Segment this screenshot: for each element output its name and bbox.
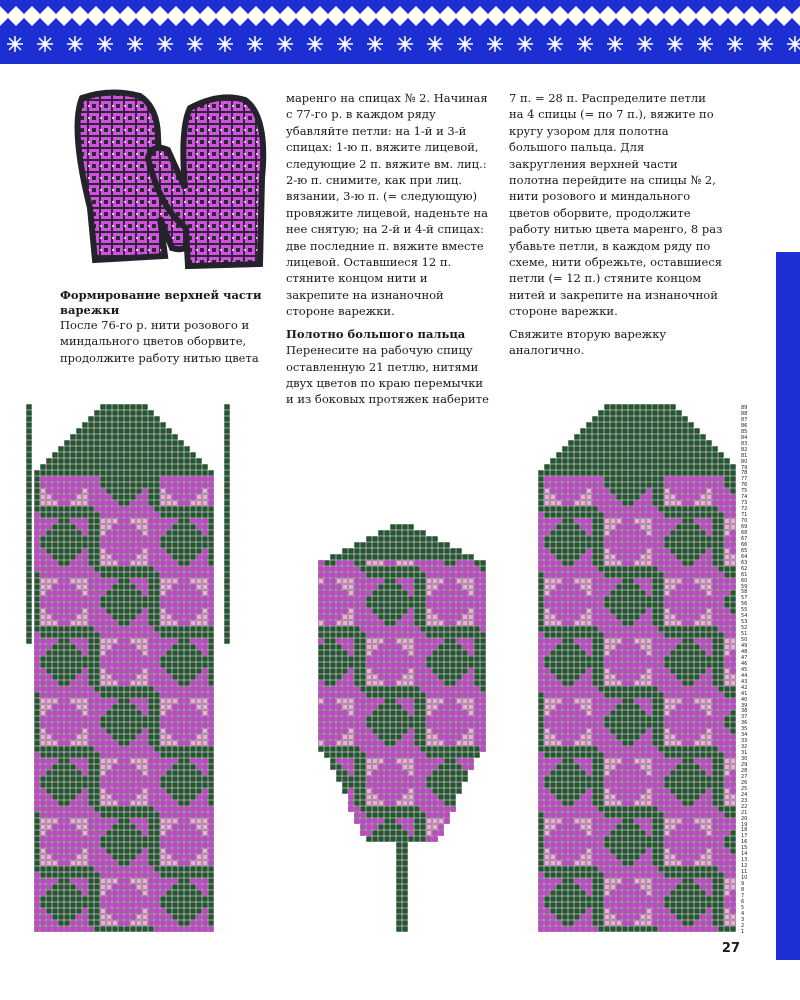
row-number: 76 — [741, 482, 748, 489]
row-number: 18 — [741, 827, 748, 834]
row-number: 43 — [741, 678, 748, 685]
row-number: 35 — [741, 726, 748, 733]
row-number: 52 — [741, 625, 748, 632]
snowflake-icon — [637, 36, 653, 52]
row-number: 57 — [741, 595, 748, 602]
paragraph-second-mitten: Свяжите вторую варежку аналогично. — [509, 326, 667, 358]
row-number: 13 — [741, 857, 748, 864]
row-number: 6 — [741, 898, 745, 905]
row-number: 83 — [741, 440, 748, 447]
row-number: 19 — [741, 821, 748, 828]
row-number: 3 — [741, 916, 745, 923]
row-number: 87 — [741, 416, 748, 423]
row-number: 88 — [741, 410, 748, 417]
row-number: 46 — [741, 660, 748, 667]
row-number: 30 — [741, 756, 748, 763]
row-number: 41 — [741, 690, 748, 697]
row-number: 8 — [741, 886, 745, 893]
knitted-mittens-image — [40, 88, 280, 278]
row-number: 22 — [741, 803, 748, 810]
row-number: 59 — [741, 583, 748, 590]
snowflake-icon — [607, 36, 623, 52]
mitten-chart-right — [536, 404, 736, 934]
row-number: 47 — [741, 654, 748, 661]
snowflake-icon — [67, 36, 83, 52]
row-number: 42 — [741, 684, 748, 691]
row-number: 68 — [741, 529, 748, 536]
row-number: 32 — [741, 744, 748, 751]
row-number: 53 — [741, 619, 748, 626]
snowflake-icon — [217, 36, 233, 52]
row-number: 72 — [741, 506, 748, 513]
row-number: 44 — [741, 672, 748, 679]
snowflake-icon — [487, 36, 503, 52]
row-number: 12 — [741, 863, 748, 870]
row-number: 17 — [741, 833, 748, 840]
row-number: 15 — [741, 845, 748, 852]
row-number: 56 — [741, 601, 748, 608]
row-number: 4 — [741, 910, 745, 917]
snowflake-icon — [427, 36, 443, 52]
row-number: 71 — [741, 512, 748, 519]
mitten-grid-left — [26, 404, 236, 934]
row-number: 1 — [741, 928, 745, 935]
row-number: 11 — [741, 869, 748, 876]
snowflake-icon — [307, 36, 323, 52]
row-number: 24 — [741, 791, 748, 798]
row-number: 38 — [741, 708, 748, 715]
row-number: 85 — [741, 428, 748, 435]
snowflake-border — [0, 0, 800, 64]
caption-heading: Формирование верхней части варежки — [60, 288, 262, 317]
snowflake-icon — [577, 36, 593, 52]
row-number: 81 — [741, 452, 748, 459]
row-number: 48 — [741, 648, 748, 655]
mitten-grid-right — [536, 404, 736, 934]
row-number: 21 — [741, 809, 748, 816]
row-number: 7 — [741, 892, 745, 899]
row-number: 2 — [741, 922, 745, 929]
paragraph-thumb-continuation: 7 п. = 28 п. Распределите петли на 4 спицы (= по 7 п.), вяжите по кругу узором для полотна большого пальца. Для закругления верхней части полотна перейдите на спицы № 2, нити розового и миндального цветов оборвите, продолжите работу нитью цвета маренго, 8 раз убавьте петли, в каждом ряду по схеме, нити обрежьте, оставшиеся петли (= 12 п.) стяните концом нитей и закрепите на изнаночной стороне варежки. — [509, 91, 723, 319]
snowflake-icon — [157, 36, 173, 52]
paragraph-decrease-instructions: маренго на спицах № 2. Начиная с 77-го р. в каждом ряду убавляйте петли: на 1-й и 3-й спицах: 1-ю п. вяжите лицевой, следующие 2 п. вяжите вм. лиц.: 2-ю п. снимите, как при лиц. вязании, 3-ю п. (= следующую) провяжите лицевой, наденьте на нее снятую; на 2-й и 4-й спицах: две последние п. вяжите вместе лицевой. Оставшиеся 12 п. стяните концом нити и закрепите на изнаночной стороне варежки. — [286, 91, 488, 319]
row-number: 73 — [741, 500, 748, 507]
row-number: 82 — [741, 446, 748, 453]
row-number: 14 — [741, 851, 748, 858]
snowflake-icon — [277, 36, 293, 52]
row-number: 64 — [741, 553, 748, 560]
row-number: 62 — [741, 565, 748, 572]
snowflake-icon — [697, 36, 713, 52]
blue-side-tab — [776, 252, 800, 960]
row-number: 78 — [741, 470, 748, 477]
row-number: 28 — [741, 767, 748, 774]
row-number: 55 — [741, 607, 748, 614]
row-number: 80 — [741, 458, 748, 465]
snowflake-icon — [187, 36, 203, 52]
mittens-photo — [40, 88, 280, 278]
mitten-chart-left — [26, 404, 236, 934]
caption-paragraph: После 76-го р. нити розового и миндального цветов оборвите, продолжите работу нитью цвета — [60, 318, 259, 365]
row-number: 40 — [741, 696, 748, 703]
text-column-2 — [286, 90, 494, 408]
snowflake-icon — [127, 36, 143, 52]
snowflake-icon — [367, 36, 383, 52]
snowflake-icon — [337, 36, 353, 52]
page-number: 27 — [721, 941, 740, 956]
row-number: 49 — [741, 643, 748, 649]
row-number: 36 — [741, 720, 748, 727]
row-number: 34 — [741, 732, 748, 739]
row-number: 27 — [741, 773, 748, 780]
snowflake-icon — [97, 36, 113, 52]
snowflake-icon — [37, 36, 53, 52]
snowflake-icon — [517, 36, 533, 52]
row-number: 45 — [741, 666, 748, 673]
snowflake-icon — [457, 36, 473, 52]
text-column-3 — [509, 90, 724, 359]
row-number: 39 — [741, 702, 748, 709]
row-number: 60 — [741, 577, 748, 584]
row-number: 29 — [741, 762, 748, 768]
row-number: 61 — [741, 571, 748, 578]
snowflake-icon — [727, 36, 743, 52]
thumb-grid — [318, 512, 498, 937]
paragraph-thumb-instructions: Перенесите на рабочую спицу оставленную 21 петлю, нитями двух цветов по краю перемычки и из боковых протяжек наберите — [286, 343, 489, 407]
row-number: 79 — [741, 464, 748, 471]
row-number: 50 — [741, 637, 748, 644]
row-number: 10 — [741, 875, 748, 882]
text-column-1 — [60, 317, 274, 366]
row-number: 5 — [741, 904, 745, 911]
row-number: 86 — [741, 422, 748, 429]
row-number: 75 — [741, 488, 748, 495]
row-number: 20 — [741, 815, 748, 822]
row-number: 89 — [741, 405, 748, 411]
snowflake-icon — [757, 36, 773, 52]
snowflake-icon — [397, 36, 413, 52]
thumb-chart — [318, 512, 498, 937]
thumb-section-heading: Полотно большого пальца — [286, 326, 466, 341]
row-number: 58 — [741, 589, 748, 596]
row-number: 33 — [741, 738, 748, 745]
snowflake-icon — [247, 36, 263, 52]
row-number: 69 — [741, 524, 748, 530]
row-number: 51 — [741, 631, 748, 638]
row-number: 31 — [741, 750, 748, 757]
row-number: 9 — [741, 881, 745, 887]
row-number: 70 — [741, 518, 748, 525]
row-number: 26 — [741, 779, 748, 786]
row-number: 67 — [741, 535, 748, 542]
row-number: 37 — [741, 714, 748, 721]
row-number: 54 — [741, 613, 748, 620]
snowflake-icon — [547, 36, 563, 52]
row-number: 16 — [741, 839, 748, 846]
row-number: 65 — [741, 547, 748, 554]
row-number: 77 — [741, 476, 748, 483]
snowflake-icon — [7, 36, 23, 52]
row-number: 84 — [741, 434, 748, 441]
snowflake-border-pattern — [0, 0, 800, 64]
row-number: 23 — [741, 797, 748, 804]
row-number: 63 — [741, 559, 748, 566]
row-number: 74 — [741, 494, 748, 501]
row-number: 25 — [741, 785, 748, 792]
row-number: 66 — [741, 541, 748, 548]
snowflake-icon — [667, 36, 683, 52]
